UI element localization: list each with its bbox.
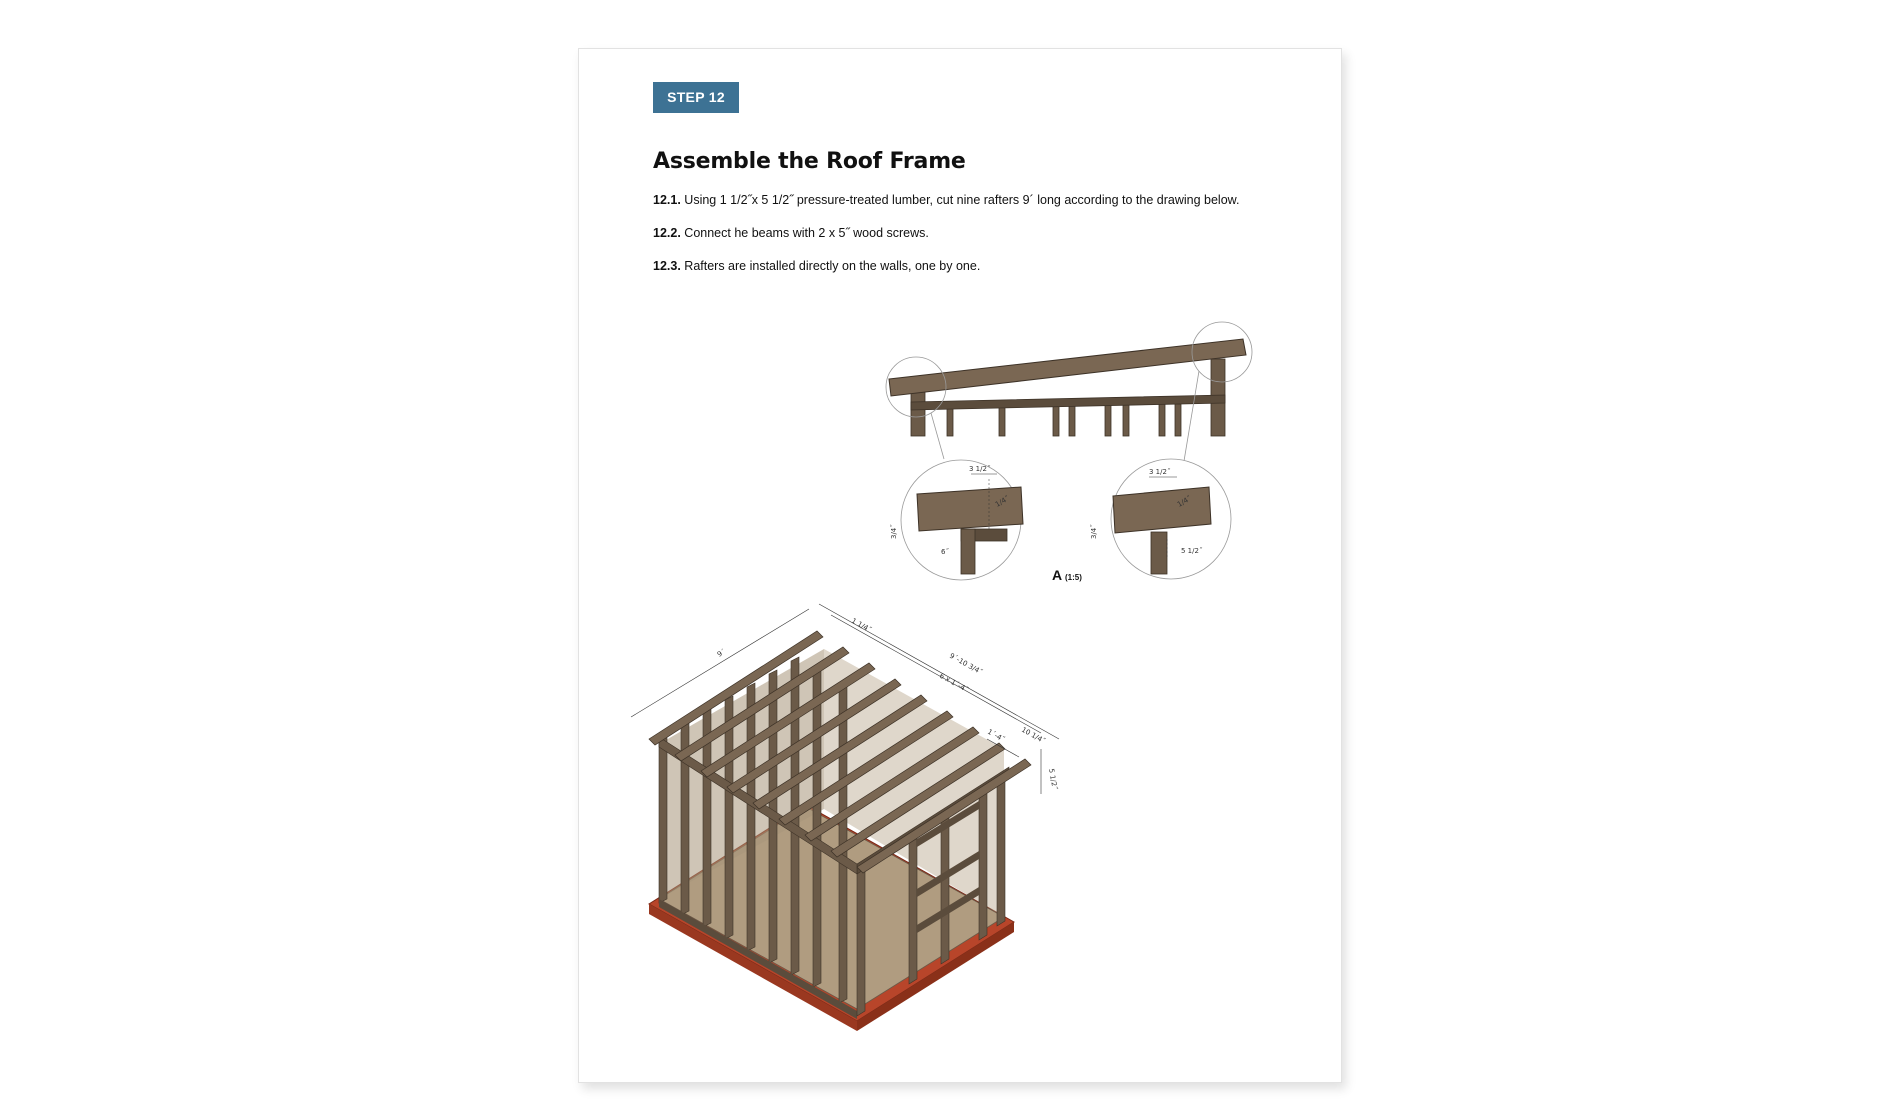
instruction-number: 12.3. [653, 259, 681, 273]
dim-label: 3 1/2˝ [969, 465, 991, 473]
rafter-elevation-view [886, 322, 1252, 461]
instruction-number: 12.2. [653, 226, 681, 240]
detail-a-right [1089, 459, 1231, 579]
dim-label: 1/4˝ [994, 494, 1011, 509]
dim-label: 5 1/2˝ [1047, 767, 1059, 791]
dim-label: 3 1/2˝ [1149, 468, 1171, 476]
roof-frame-drawing [579, 49, 1341, 1082]
instruction-text: Connect he beams with 2 x 5˝ wood screws. [684, 226, 929, 240]
dim-label: 3/4˝ [1090, 524, 1098, 539]
instruction-number: 12.1. [653, 193, 681, 207]
dim-label: 6 x 1´-4˝ [938, 671, 970, 695]
detail-label: A [1052, 567, 1063, 583]
instruction-text: Rafters are installed directly on the walls, one by one. [684, 259, 981, 273]
dim-label: 9´-10 3/4˝ [948, 651, 984, 677]
dim-label: 5 1/2˝ [1181, 547, 1203, 555]
dim-label: 1/4˝ [1176, 494, 1193, 509]
dim-label: 6˝ [941, 548, 949, 556]
dim-label: 9´ [715, 647, 727, 659]
dim-label: 10 1/4˝ [1020, 725, 1047, 746]
detail-a-left [889, 460, 1023, 580]
detail-scale: (1:5) [1065, 573, 1082, 582]
dim-label: 1´-4˝ [986, 727, 1007, 744]
document-page [578, 48, 1342, 1083]
isometric-shed-frame [631, 604, 1060, 1031]
step-badge: STEP 12 [653, 82, 739, 113]
dim-label: 1 1/4˝ [850, 616, 873, 635]
instruction-text: Using 1 1/2˝x 5 1/2˝ pressure-treated lumber, cut nine rafters 9´ long according to the drawing below. [684, 193, 1240, 207]
dim-label: 3/4˝ [890, 524, 898, 539]
page-title: Assemble the Roof Frame [653, 149, 966, 174]
